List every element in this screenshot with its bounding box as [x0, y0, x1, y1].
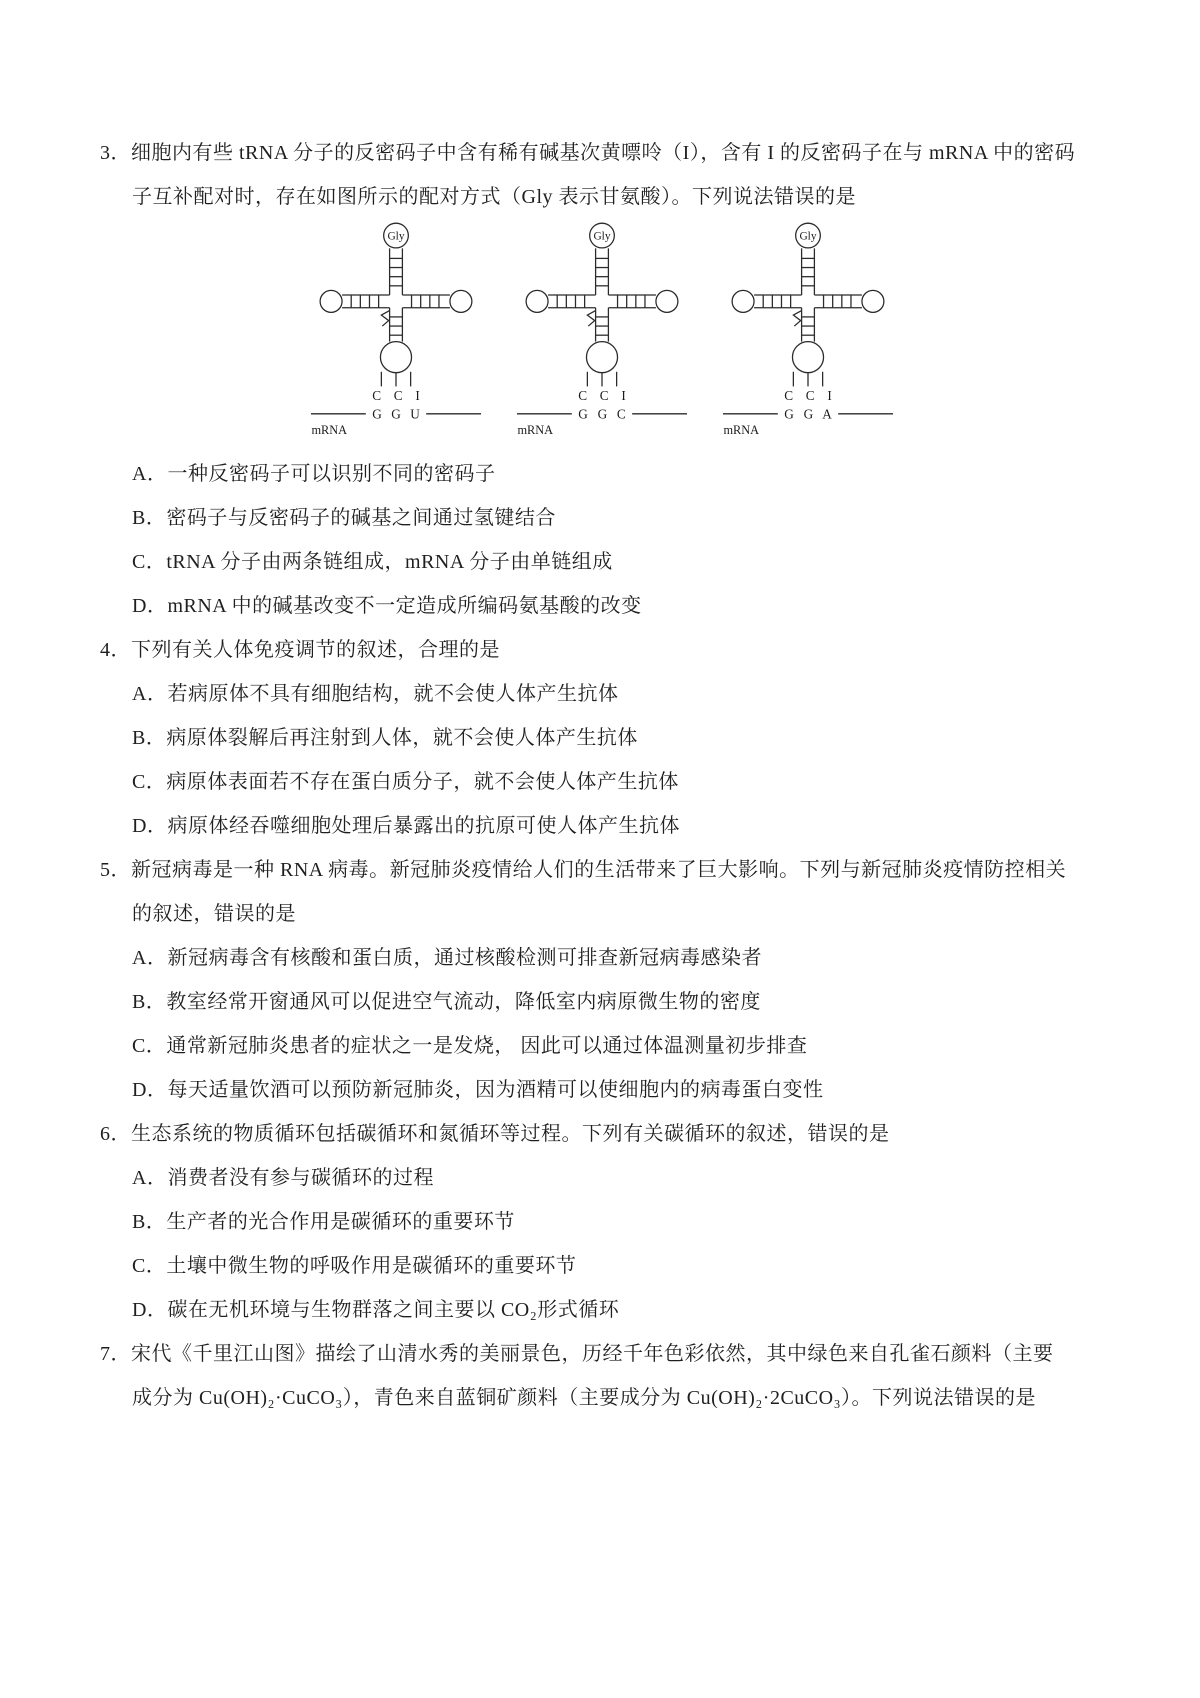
left-loop [526, 290, 548, 312]
codon-letters: G G A [784, 406, 832, 422]
question-7-stem-line-1: 7．宋代《千里江山图》描绘了山清水秀的美丽景色，历经千年色彩依然，其中绿色来自孔雀石颜料（主要 [100, 1342, 1054, 1365]
question-4-option-c: C．病原体表面若不存在蛋白质分子，就不会使人体产生抗体 [132, 770, 679, 793]
question-4-option-d: D．病原体经吞噬细胞处理后暴露出的抗原可使人体产生抗体 [132, 814, 680, 837]
right-loop [450, 290, 472, 312]
question-7 [100, 1329, 1104, 1417]
question-6-option-b: B．生产者的光合作用是碳循环的重要环节 [132, 1210, 515, 1233]
trna-pairing-figure [100, 220, 1104, 439]
question-5-option-d: D．每天适量饮酒可以预防新冠肺炎，因为酒精可以使细胞内的病毒蛋白变性 [132, 1078, 824, 1101]
trna-diagram-2 [506, 220, 698, 439]
left-loop [320, 290, 342, 312]
question-3-option-a: A．一种反密码子可以识别不同的密码子 [132, 462, 496, 485]
anticodon-loop [792, 342, 823, 373]
question-7-stem-line-2: 成分为 Cu(OH)₂·CuCO₃），青色来自蓝铜矿颜料（主要成分为 Cu(OH)₂·2CuCO₃）。下列说法错误的是 [132, 1386, 1037, 1409]
question-5-stem-line-1: 5．新冠病毒是一种 RNA 病毒。新冠肺炎疫情给人们的生活带来了巨大影响。下列与新冠肺炎疫情防控相关 [100, 858, 1067, 881]
question-6-stem-line-1: 6．生态系统的物质循环包括碳循环和氮循环等过程。下列有关碳循环的叙述，错误的是 [100, 1122, 890, 1145]
question-3 [100, 128, 1104, 625]
question-3-option-b: B．密码子与反密码子的碱基之间通过氢键结合 [132, 506, 556, 529]
question-4-stem-line-1: 4．下列有关人体免疫调节的叙述，合理的是 [100, 638, 500, 661]
question-4 [100, 625, 1104, 845]
question-3-stem-line-1: 3．细胞内有些 tRNA 分子的反密码子中含有稀有碱基次黄嘌呤（I），含有 I 的反密码子在与 mRNA 中的密码 [100, 141, 1076, 164]
question-5-stem-line-2: 的叙述，错误的是 [132, 902, 296, 925]
question-3-option-d: D．mRNA 中的碱基改变不一定造成所编码氨基酸的改变 [132, 594, 642, 617]
left-loop [732, 290, 754, 312]
anticodon-letters: C C I [784, 388, 832, 404]
mrna-label: mRNA [723, 422, 760, 437]
question-3-stem-line-2: 子互补配对时，存在如图所示的配对方式（Gly 表示甘氨酸）。下列说法错误的是 [132, 185, 856, 208]
anticodon-letters: C C I [578, 388, 626, 404]
variable-loop-zigzag [793, 311, 801, 327]
codon-letters: G G C [578, 406, 626, 422]
question-6-option-c: C．土壤中微生物的呼吸作用是碳循环的重要环节 [132, 1254, 577, 1277]
anticodon-loop [380, 342, 411, 373]
variable-loop-zigzag [587, 311, 595, 327]
question-6 [100, 1109, 1104, 1329]
codon-letters: G G U [372, 406, 420, 422]
right-loop [862, 290, 884, 312]
amino-acid-label: Gly [799, 230, 817, 243]
question-6-option-d: D．碳在无机环境与生物群落之间主要以 CO₂形式循环 [132, 1298, 620, 1321]
trna-diagram-3 [712, 220, 904, 439]
question-5-option-c: C．通常新冠肺炎患者的症状之一是发烧， 因此可以通过体温测量初步排查 [132, 1034, 808, 1057]
anticodon-loop [586, 342, 617, 373]
anticodon-letters: C C I [372, 388, 420, 404]
question-4-option-a: A．若病原体不具有细胞结构，就不会使人体产生抗体 [132, 682, 619, 705]
trna-diagram-1 [300, 220, 492, 439]
question-4-option-b: B．病原体裂解后再注射到人体，就不会使人体产生抗体 [132, 726, 638, 749]
mrna-label: mRNA [311, 422, 348, 437]
question-5-option-b: B．教室经常开窗通风可以促进空气流动，降低室内病原微生物的密度 [132, 990, 761, 1013]
question-5-option-a: A．新冠病毒含有核酸和蛋白质，通过核酸检测可排查新冠病毒感染者 [132, 946, 762, 969]
question-5 [100, 845, 1104, 1109]
mrna-label: mRNA [517, 422, 554, 437]
question-3-option-c: C．tRNA 分子由两条链组成，mRNA 分子由单链组成 [132, 550, 613, 573]
question-6-option-a: A．消费者没有参与碳循环的过程 [132, 1166, 434, 1189]
amino-acid-label: Gly [387, 230, 405, 243]
right-loop [656, 290, 678, 312]
amino-acid-label: Gly [593, 230, 611, 243]
variable-loop-zigzag [381, 311, 389, 327]
